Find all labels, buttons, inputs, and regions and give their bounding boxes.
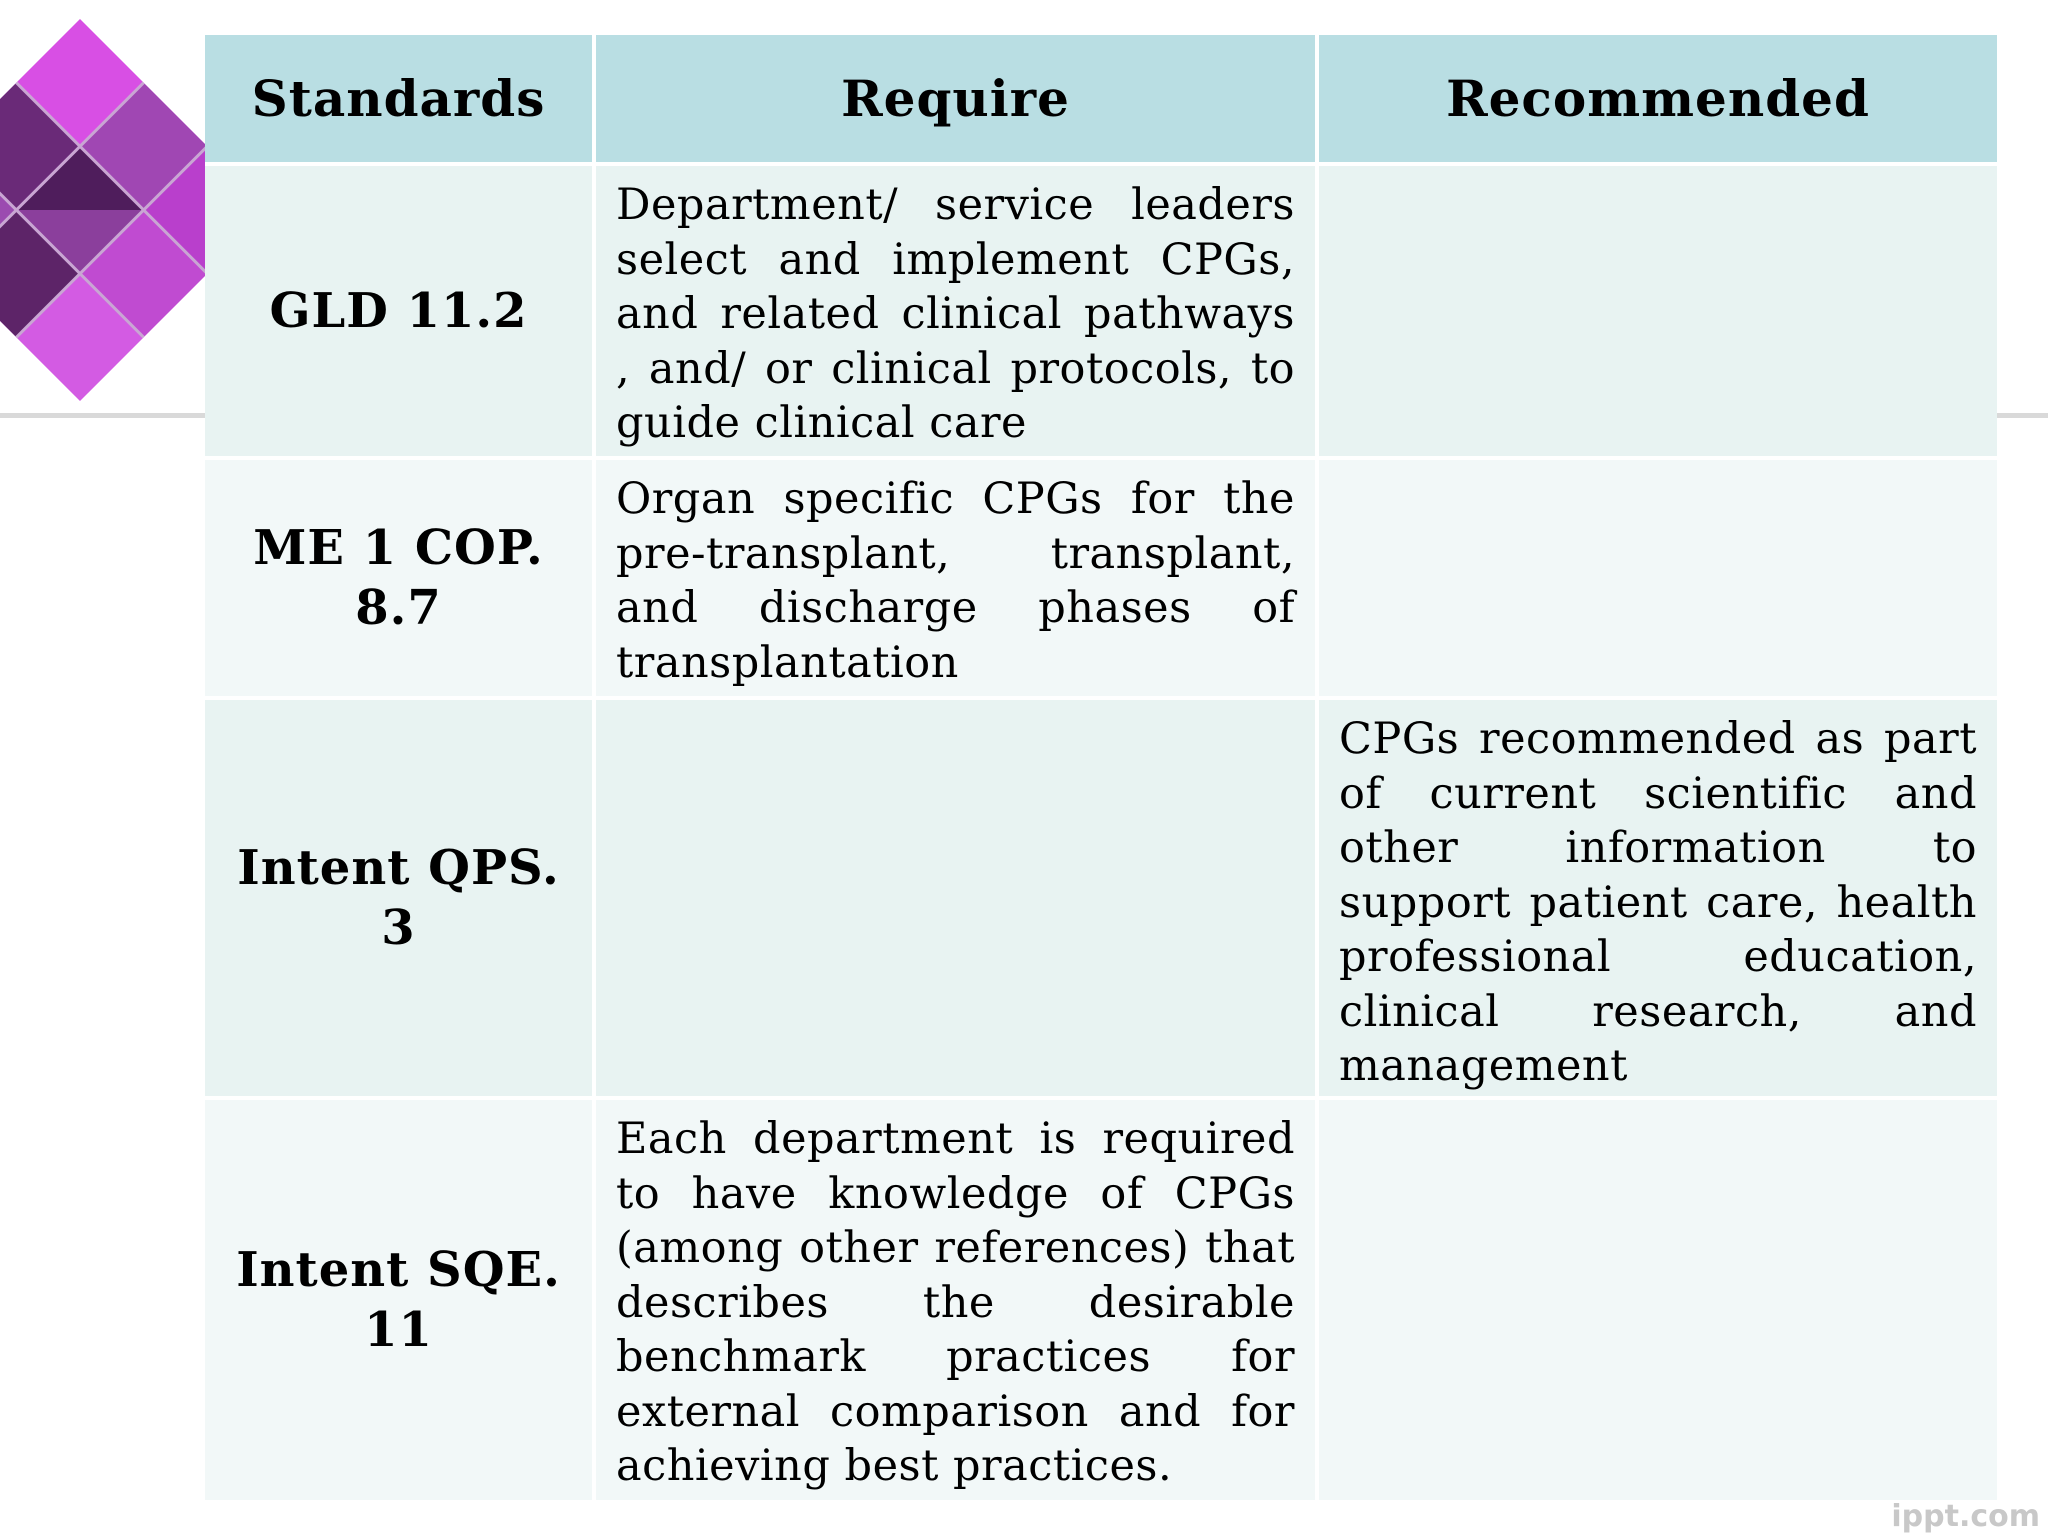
header-recommended: Recommended bbox=[1319, 35, 1997, 166]
header-standards: Standards bbox=[205, 35, 596, 166]
standards-table bbox=[205, 35, 1997, 1504]
row-3-recommended: CPGs recommended as part of current scientific and other information to support patient care, health professional education, clinical research, and management bbox=[1319, 700, 1997, 1100]
row-4-standard: Intent SQE. 11 bbox=[205, 1100, 596, 1504]
row-2-standard: ME 1 COP. 8.7 bbox=[205, 460, 596, 700]
row-1-require: Department/ service leaders select and implement CPGs, and related clinical pathways , and/ or clinical protocols, to guide clinical care bbox=[596, 166, 1319, 460]
row-2-recommended bbox=[1319, 460, 1997, 700]
row-1-recommended bbox=[1319, 166, 1997, 460]
watermark: ippt.com bbox=[1891, 1499, 2040, 1534]
row-3-standard: Intent QPS. 3 bbox=[205, 700, 596, 1100]
row-3-require bbox=[596, 700, 1319, 1100]
row-4-require: Each department is required to have knowledge of CPGs (among other references) that describes the desirable benchmark practices for external comparison and for achieving best practices. bbox=[596, 1100, 1319, 1504]
row-1-standard: GLD 11.2 bbox=[205, 166, 596, 460]
row-2-require: Organ specific CPGs for the pre-transplant, transplant, and discharge phases of transplantation bbox=[596, 460, 1319, 700]
row-4-recommended bbox=[1319, 1100, 1997, 1504]
header-require: Require bbox=[596, 35, 1319, 166]
